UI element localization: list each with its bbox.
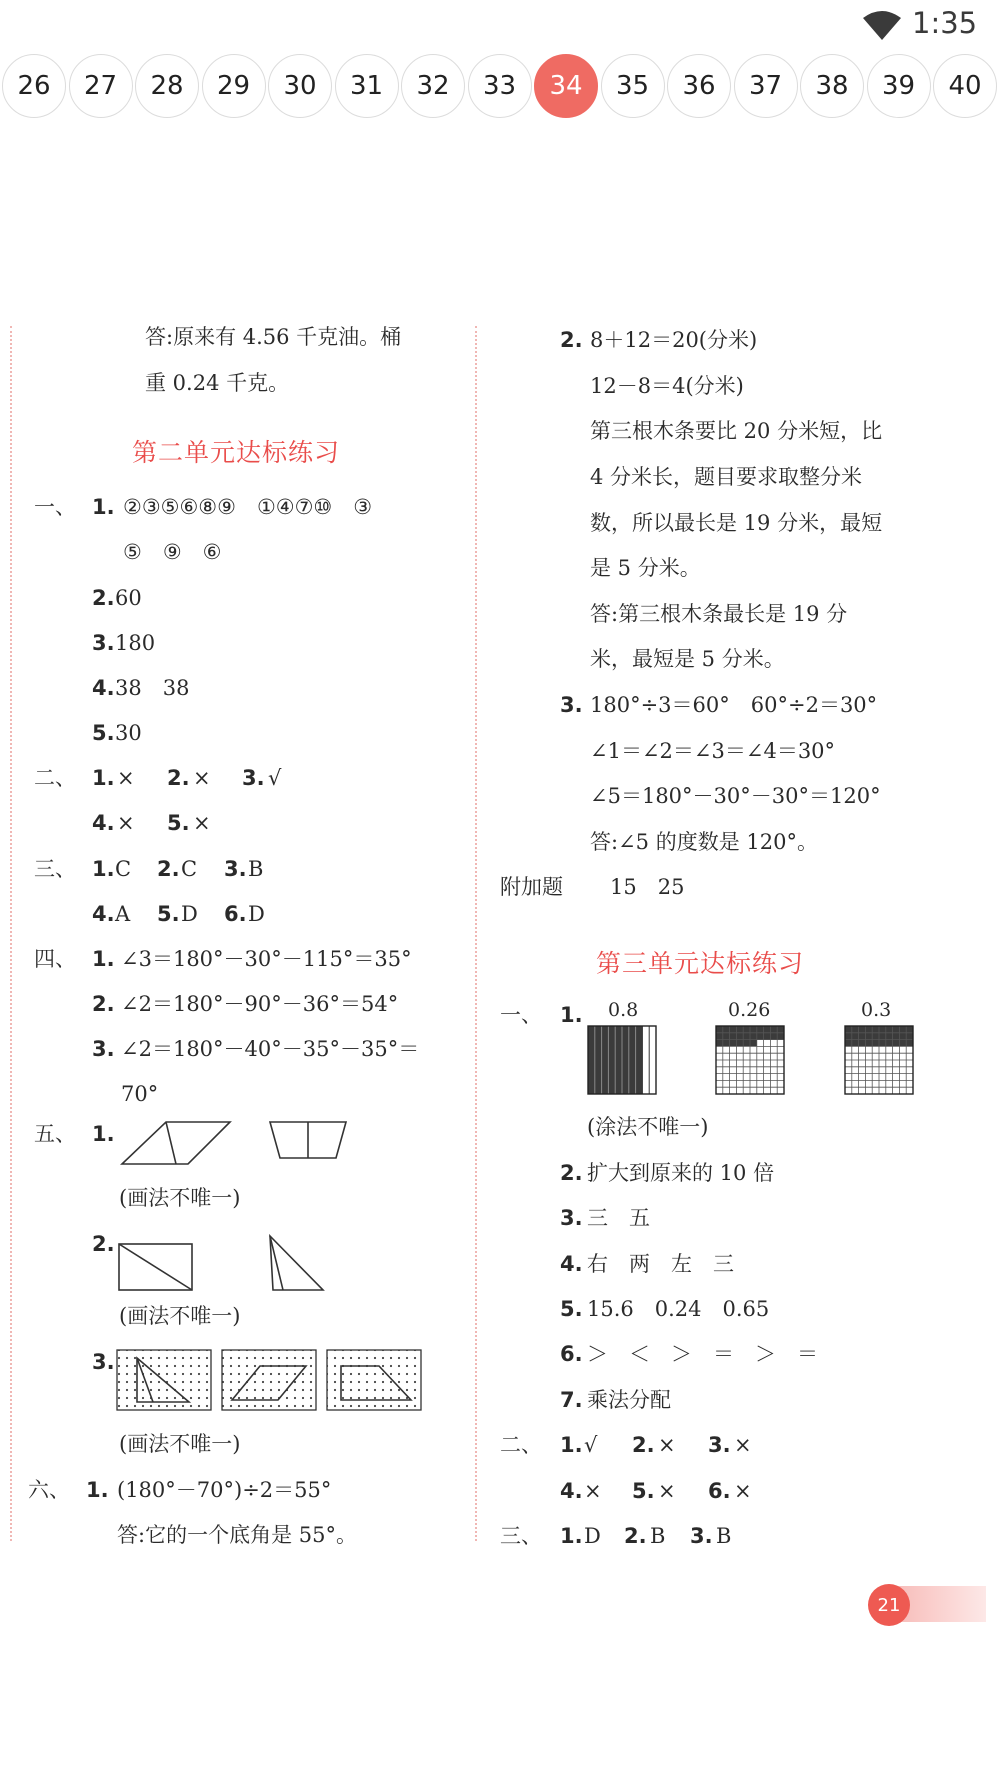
page-button-32[interactable]: 32 xyxy=(401,54,465,118)
answer-text: 数，所以最长是 19 分米，最短 xyxy=(590,511,883,535)
answer-text: 38 38 xyxy=(115,676,190,700)
note-text: (画法不唯一) xyxy=(119,1432,241,1456)
answer-text: × xyxy=(734,1433,752,1457)
page-button-39[interactable]: 39 xyxy=(867,54,931,118)
question-tag: 三、 xyxy=(34,857,76,881)
answer-text: 第三根木条要比 20 分米短，比 xyxy=(590,419,883,443)
answer-text: 30 xyxy=(115,721,142,745)
item-number: 7. xyxy=(560,1388,583,1412)
answer-text: 三 五 xyxy=(587,1206,650,1230)
decimal-grid-0 xyxy=(586,1024,658,1096)
answer-text: 180 xyxy=(115,631,156,655)
answer-text: C xyxy=(181,857,198,881)
column-rule xyxy=(475,326,477,1541)
status-bar xyxy=(0,0,1000,50)
page-button-34[interactable]: 34 xyxy=(534,54,598,118)
extra-question-label: 附加题 xyxy=(500,875,563,899)
item-number: 1. xyxy=(560,1003,583,1027)
answer-text: 4 分米长，题目要求取整分米 xyxy=(590,465,863,489)
answer-text: B xyxy=(248,857,264,881)
answer-text: 15.6 0.24 0.65 xyxy=(587,1297,770,1321)
question-tag: 一、 xyxy=(34,495,76,519)
grid-label: 0.26 xyxy=(728,999,771,1021)
answer-text: D xyxy=(584,1524,601,1548)
answer-text: √ xyxy=(268,766,282,790)
item-number: 3. xyxy=(242,766,265,790)
answer-text: C xyxy=(115,857,132,881)
page-number-badge xyxy=(868,1584,988,1622)
clock: 1:35 xyxy=(912,6,978,40)
answer-text: 8＋12＝20(分米) xyxy=(590,328,758,352)
rectangle-triangle-figure xyxy=(117,1234,327,1296)
answer-text: × xyxy=(193,766,211,790)
page-button-26[interactable]: 26 xyxy=(2,54,66,118)
page-button-27[interactable]: 27 xyxy=(69,54,133,118)
section-heading: 第三单元达标练习 xyxy=(596,949,805,978)
answer-text: 15 25 xyxy=(610,875,685,899)
answer-text: 是 5 分米。 xyxy=(590,556,701,580)
section-heading: 第二单元达标练习 xyxy=(132,438,341,467)
answer-text: × xyxy=(734,1479,752,1503)
answer-text: 右 两 左 三 xyxy=(587,1252,734,1276)
item-number: 1. xyxy=(92,1122,115,1146)
page-button-29[interactable]: 29 xyxy=(202,54,266,118)
question-tag: 四、 xyxy=(34,947,76,971)
answer-text: 答:原来有 4.56 千克油。桶 xyxy=(145,325,402,349)
page-button-30[interactable]: 30 xyxy=(268,54,332,118)
item-number: 2. xyxy=(560,328,583,352)
page-selector xyxy=(0,54,1000,122)
answer-text: 70° xyxy=(121,1082,159,1106)
item-number: 4. xyxy=(560,1252,583,1276)
decimal-grid-2 xyxy=(843,1024,915,1096)
item-number: 1. xyxy=(560,1524,583,1548)
item-number: 5. xyxy=(560,1297,583,1321)
answer-text: ∠1＝∠2＝∠3＝∠4＝30° xyxy=(590,739,836,763)
decimal-grid-1 xyxy=(714,1024,786,1096)
question-tag: 三、 xyxy=(500,1524,542,1548)
item-number: 4. xyxy=(560,1479,583,1503)
answer-text: × xyxy=(193,811,211,835)
answer-text: × xyxy=(658,1479,676,1503)
answer-text: × xyxy=(584,1479,602,1503)
item-number: 3. xyxy=(92,1037,115,1061)
answer-text: ∠2＝180°－90°－36°＝54° xyxy=(121,992,399,1016)
answer-text: 答:∠5 的度数是 120°。 xyxy=(590,830,818,854)
answer-text: 重 0.24 千克。 xyxy=(145,371,290,395)
item-number: 2. xyxy=(632,1433,655,1457)
item-number: 2. xyxy=(157,857,180,881)
page-button-35[interactable]: 35 xyxy=(601,54,665,118)
item-number: 6. xyxy=(708,1479,731,1503)
parallelogram-figure xyxy=(120,1118,360,1168)
item-number: 4. xyxy=(92,676,115,700)
item-number: 3. xyxy=(708,1433,731,1457)
answer-text: 乘法分配 xyxy=(587,1388,671,1412)
answer-text: × xyxy=(117,766,135,790)
item-number: 5. xyxy=(167,811,190,835)
answer-text: 答:第三根木条最长是 19 分 xyxy=(590,602,848,626)
item-number: 1. xyxy=(92,947,115,971)
answer-text: D xyxy=(181,902,198,926)
answer-text: × xyxy=(658,1433,676,1457)
page-button-38[interactable]: 38 xyxy=(800,54,864,118)
item-number: 3. xyxy=(92,631,115,655)
answer-text: (180°－70°)÷2＝55° xyxy=(117,1478,332,1502)
item-number: 3. xyxy=(560,693,583,717)
item-number: 3. xyxy=(560,1206,583,1230)
answer-text: ⑤ ⑨ ⑥ xyxy=(123,540,222,564)
answer-text: ②③⑤⑥⑧⑨ ①④⑦⑩ ③ xyxy=(123,495,373,519)
column-rule xyxy=(10,326,12,1541)
answer-text: ＞ ＜ ＞ ＝ ＞ ＝ xyxy=(587,1342,818,1366)
answer-text: B xyxy=(716,1524,732,1548)
item-number: 4. xyxy=(92,811,115,835)
answer-text: A xyxy=(115,902,131,926)
answer-text: 答:它的一个底角是 55°。 xyxy=(117,1523,357,1547)
page-button-36[interactable]: 36 xyxy=(667,54,731,118)
answer-text: D xyxy=(248,902,265,926)
item-number: 2. xyxy=(624,1524,647,1548)
question-tag: 六、 xyxy=(28,1478,70,1502)
note-text: (画法不唯一) xyxy=(119,1186,241,1210)
page-number: 21 xyxy=(868,1584,910,1626)
item-number: 3. xyxy=(224,857,247,881)
note-text: (涂法不唯一) xyxy=(587,1115,709,1139)
answer-text: ∠3＝180°－30°－115°＝35° xyxy=(121,947,412,971)
item-number: 2. xyxy=(92,992,115,1016)
page-button-37[interactable]: 37 xyxy=(734,54,798,118)
page-button-31[interactable]: 31 xyxy=(335,54,399,118)
question-tag: 二、 xyxy=(500,1433,542,1457)
item-number: 1. xyxy=(92,857,115,881)
answer-text: 12－8＝4(分米) xyxy=(590,374,744,398)
answer-text: B xyxy=(650,1524,666,1548)
wifi-icon xyxy=(863,10,901,40)
dot-grid-figures xyxy=(115,1346,425,1414)
answer-text: ∠5＝180°－30°－30°＝120° xyxy=(590,784,881,808)
item-number: 6. xyxy=(224,902,247,926)
answer-text: × xyxy=(117,811,135,835)
answer-text: ∠2＝180°－40°－35°－35°＝ xyxy=(121,1037,420,1061)
item-number: 5. xyxy=(92,721,115,745)
page-button-28[interactable]: 28 xyxy=(135,54,199,118)
item-number: 4. xyxy=(92,902,115,926)
item-number: 3. xyxy=(92,1350,115,1374)
item-number: 6. xyxy=(560,1342,583,1366)
question-tag: 五、 xyxy=(34,1122,76,1146)
item-number: 1. xyxy=(92,766,115,790)
item-number: 2. xyxy=(92,586,115,610)
answer-text: 扩大到原来的 10 倍 xyxy=(587,1161,775,1185)
item-number: 2. xyxy=(167,766,190,790)
page-button-33[interactable]: 33 xyxy=(468,54,532,118)
item-number: 2. xyxy=(560,1161,583,1185)
question-tag: 一、 xyxy=(500,1003,542,1027)
item-number: 5. xyxy=(157,902,180,926)
note-text: (画法不唯一) xyxy=(119,1304,241,1328)
question-tag: 二、 xyxy=(34,766,76,790)
answer-text: 米，最短是 5 分米。 xyxy=(590,647,785,671)
answer-text: 60 xyxy=(115,586,142,610)
grid-label: 0.8 xyxy=(608,999,639,1021)
grid-label: 0.3 xyxy=(861,999,892,1021)
item-number: 3. xyxy=(690,1524,713,1548)
item-number: 1. xyxy=(92,495,115,519)
item-number: 1. xyxy=(86,1478,109,1502)
page-button-40[interactable]: 40 xyxy=(933,54,997,118)
item-number: 5. xyxy=(632,1479,655,1503)
item-number: 1. xyxy=(560,1433,583,1457)
item-number: 2. xyxy=(92,1232,115,1256)
answer-text: √ xyxy=(584,1433,598,1457)
answer-text: 180°÷3＝60° 60°÷2＝30° xyxy=(590,693,878,717)
